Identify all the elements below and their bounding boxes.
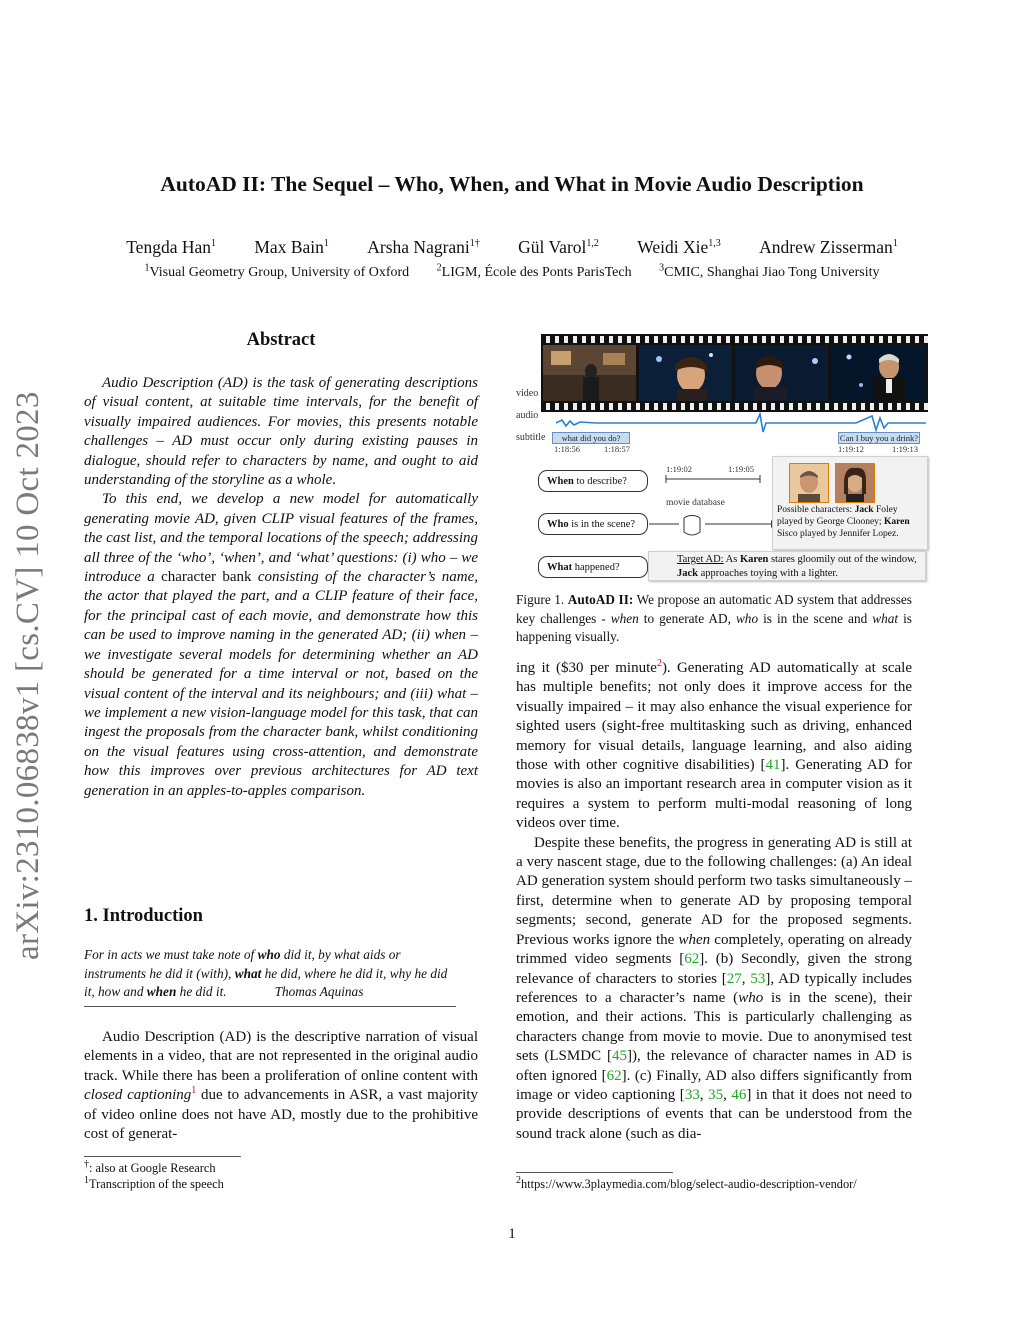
video-frame (639, 345, 732, 401)
affiliation: $^3$CMIC, Shanghai Jiao Tong University (659, 262, 880, 280)
arrow-connector (649, 516, 779, 532)
author: Gül Varol$^{1,2}$ (518, 237, 599, 257)
author: Weidi Xie$^{1,3}$ (637, 237, 721, 257)
timestamp: 1:19:12 (838, 444, 864, 454)
question-when: When to describe? (538, 470, 648, 492)
section-heading: 1. Introduction (84, 906, 203, 926)
figure-1 (516, 330, 928, 590)
footnote-divider (516, 1172, 673, 1173)
author: Tengda Han$^1$ (126, 237, 216, 257)
movie-database-label: movie database (666, 498, 725, 508)
timestamp: 1:19:05 (728, 464, 754, 474)
paper-title: AutoAD II: The Sequel – Who, When, and What in Movie Audio Description (160, 172, 864, 196)
author-list (0, 237, 1024, 258)
citation-link[interactable]: 62 (684, 951, 700, 968)
timestamp: 1:18:57 (604, 444, 630, 454)
right-column-body (516, 659, 912, 1144)
arxiv-stamp: arXiv:2310.06838v1 [cs.CV] 10 Oct 2023 (10, 391, 46, 960)
author: Max Bain$^1$ (254, 237, 329, 257)
author: Arsha Nagrani$^{1\dagger}$ (367, 237, 480, 257)
target-ad-box: Target AD: As Karen stares gloomily out of the window, Jack approaches toying with a lighter. (648, 551, 926, 581)
footnote: $^1$Transcription of the speech (84, 1174, 224, 1191)
footnote: $^2$https://www.3playmedia.com/blog/select-audio-description-vendor/ (516, 1174, 857, 1191)
timestamp: 1:19:13 (892, 444, 918, 454)
body-paragraph: Despite these benefits, the progress in generating AD is still at a very nascent stage, due to the following challenges: (a) An ideal AD generation system should perform two tasks simultaneously – first, determine when to generate AD by proposing temporal segments; second, generate AD for the proposed segments. Previous works ignore the when completely, operating on already trimmed video segments [62]. (b) Secondly, given the strong relevance of characters to stories [27, 53], AD typically includes references to a character’s name (who is in the scene), their emotion, and their actions. This is particularly challenging as characters change from movie to movie. Due to anonymised test sets (LSMDC [45]), the relevance of character names in AD is often ignored [62]. (c) Finally, AD also differs significantly from image or video captioning [33, 35, 46] in that it does not need to provide descriptions of events that can be understood from the sound track alone (such as dia- (516, 834, 913, 1142)
abstract-heading: Abstract (246, 330, 316, 350)
row-label-video: video (516, 388, 539, 399)
affiliation: $^1$Visual Geometry Group, University of Oxford (144, 262, 410, 280)
citation-link[interactable]: 53 (750, 970, 766, 987)
intro-body (84, 1028, 478, 1144)
body-paragraph: Audio Description (AD) is the descriptive narration of visual elements in a video, that are not represented in the original audio track. While there has been a proliferation of online content with closed captioning$^1$ due to advancements in ASR, a vast majority of video online does not have AD, mostly due to the prohibitive cost of generat- (84, 1029, 479, 1143)
footnote: †: also at Google Research (84, 1158, 216, 1175)
video-frame (543, 345, 636, 401)
quote-divider (84, 1006, 456, 1007)
citation-link[interactable]: 46 (731, 1086, 747, 1103)
figure-caption: Figure 1. AutoAD II: We propose an automatic AD system that addresses key challenges - when to generate AD, who is in the scene and what is happening visually. (516, 592, 912, 645)
epigraph-quote: For in acts we must take note of who did it, by what aids or instruments he did it (with), what he did, where he did it, why he did it, how and when he did it. Thomas Aquinas (84, 947, 448, 1000)
citation-link[interactable]: 45 (611, 1048, 627, 1065)
row-label-audio: audio (516, 410, 539, 421)
interval-marker (664, 475, 764, 483)
abstract-paragraph: To this end, we develop a new model for automatically generating movie AD, given CLIP visual features of the frames, the cast list, and the temporal locations of the speech; addressing all three of the ‘who’, ‘when’, and ‘what’ questions: (i) who – we introduce a character bank consisting of the character’s name, the actor that played the part, and a CLIP feature of their face, for the principal cast of each movie, and demonstrate how this can be used to improve naming in the generated AD; (ii) when – we investigate several models for determining whether an AD should be generated for a time interval or not, based on the visual content of the interval and its neighbours; and (iii) what – we implement a new vision-language model for this task, that can ingest the proposals from the character bank, whilst conditioning on the visual features using cross-attention, and demonstrate how this improves over previous architectures for AD text generation in an apples-to-apples comparison. (84, 491, 479, 799)
row-label-subtitle: subtitle (516, 432, 546, 443)
video-frame (831, 345, 926, 401)
candidate-characters: Possible characters: Jack Foley played by George Clooney; Karen Sisco played by Jennifer Lopez. (777, 505, 910, 539)
timestamp: 1:18:56 (554, 444, 580, 454)
citation-link[interactable]: 62 (606, 1067, 622, 1084)
page-number: 1 (508, 1226, 516, 1242)
subtitle-segment: what did you do? (552, 432, 630, 444)
audio-waveform (556, 412, 926, 434)
character-portrait (835, 463, 875, 503)
video-frame (735, 345, 828, 401)
citation-link[interactable]: 35 (708, 1086, 724, 1103)
subtitle-segment: Can I buy you a drink? (839, 433, 919, 443)
citation-link[interactable]: 41 (765, 757, 781, 774)
affiliation-list (0, 262, 1024, 281)
character-bank-panel (772, 456, 928, 550)
question-who: Who is in the scene? (538, 513, 648, 535)
footnote-divider (84, 1156, 241, 1157)
citation-link[interactable]: 27 (726, 970, 742, 987)
film-strip (541, 334, 928, 412)
quote-attribution: Thomas Aquinas (274, 984, 364, 1000)
affiliation: $^2$LIGM, École des Ponts ParisTech (436, 262, 632, 280)
citation-link[interactable]: 33 (684, 1086, 700, 1103)
abstract-body (84, 374, 478, 801)
abstract-paragraph: Audio Description (AD) is the task of generating descriptions of visual content, at suitable time intervals, for the benefit of visually impaired audiences. For movies, this presents notable challenges – AD must occur only during existing pauses in dialogue, should refer to characters by name, and ought to aid understanding of the storyline as a whole. (84, 375, 478, 489)
timestamp: 1:19:02 (666, 464, 692, 474)
character-portrait (789, 463, 829, 503)
body-paragraph: ing it ($30 per minute$^2$). Generating AD automatically at scale has multiple benefits; not only does it improve access for the visually impaired – it may also enhance the visual experience for sighted users (sight-free multitasking such as driving, enhanced memory for visual details, language learning, and also aiding those with other cognitive disabilities) [41]. Generating AD for movies is also an important research area in computer vision as it requires a system to perform multi-modal reasoning of long videos over time. (516, 658, 912, 832)
author: Andrew Zisserman$^1$ (759, 237, 898, 257)
question-what: What happened? (538, 556, 648, 578)
